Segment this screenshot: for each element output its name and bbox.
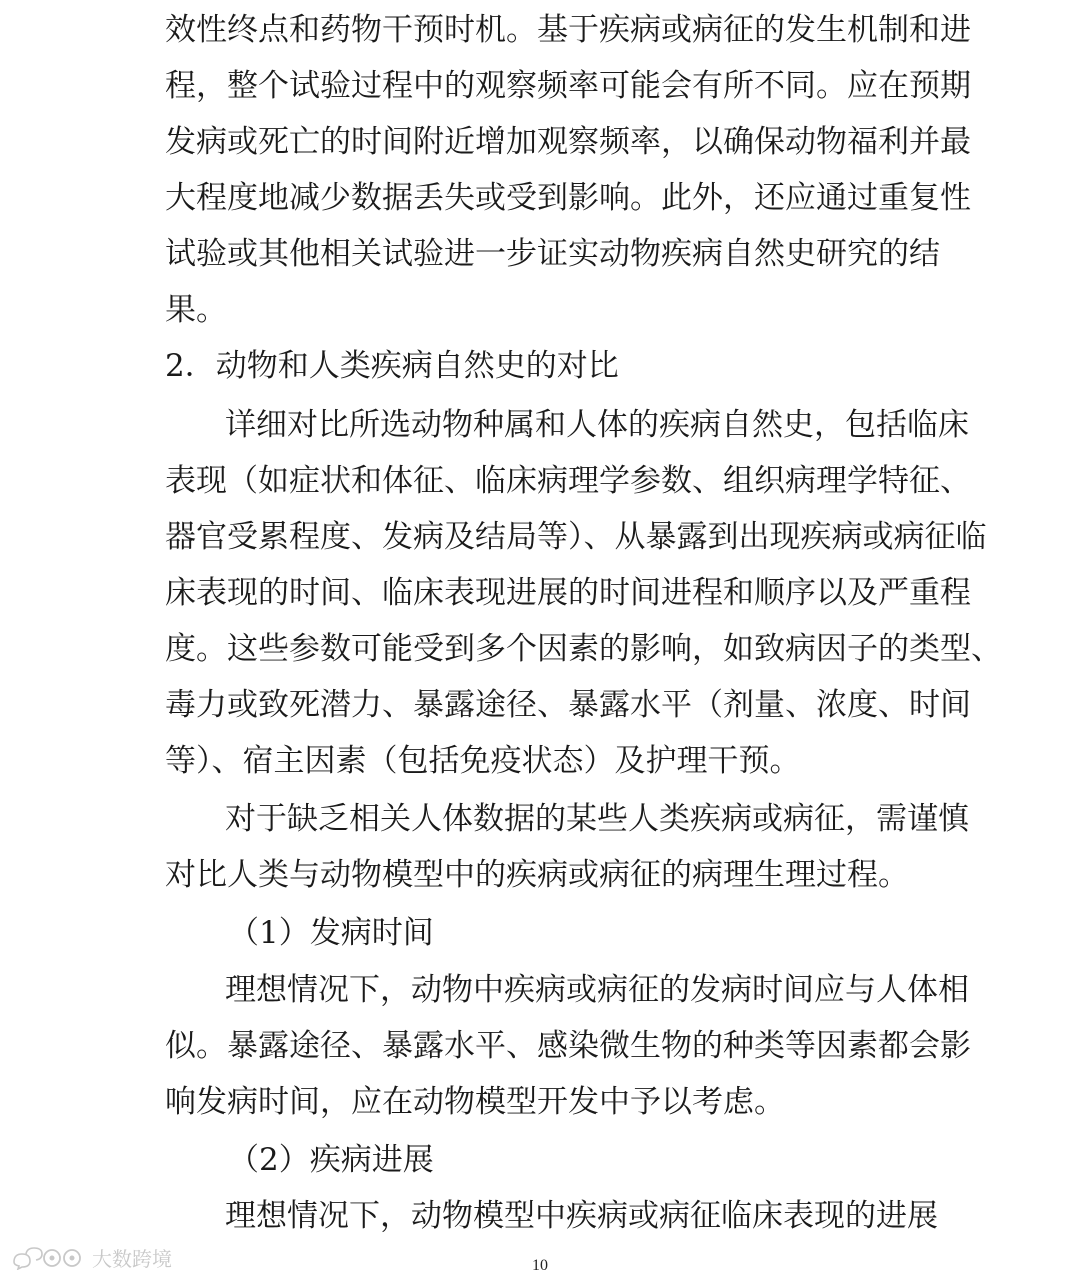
wechat-logo-icon [12,1244,86,1270]
paragraph-line: 对比人类与动物模型中的疾病或病征的病理生理过程。 [165,857,909,893]
paragraph-line: 床表现的时间、临床表现进展的时间进程和顺序以及严重程 [165,575,971,611]
paragraph-line: 效性终点和药物干预时机。基于疾病或病征的发生机制和进 [165,12,971,48]
paragraph-line: 发病或死亡的时间附近增加观察频率，以确保动物福利并最 [165,124,971,160]
paragraph-line: 试验或其他相关试验进一步证实动物疾病自然史研究的结 [165,236,940,272]
page-number: 10 [532,1257,548,1274]
paragraph-line: 等）、宿主因素（包括免疫状态）及护理干预。 [165,743,801,779]
paragraph-line: 程，整个试验过程中的观察频率可能会有所不同。应在预期 [165,68,971,104]
paragraph-line: 似。暴露途径、暴露水平、感染微生物的种类等因素都会影 [165,1028,971,1064]
section-heading: 2．动物和人类疾病自然史的对比 [165,348,619,384]
paragraph-line: 表现（如症状和体征、临床病理学参数、组织病理学特征、 [165,463,971,499]
paragraph-line: 度。这些参数可能受到多个因素的影响，如致病因子的类型、 [165,631,1002,667]
paragraph-line: 详细对比所选动物种属和人体的疾病自然史，包括临床 [225,407,969,443]
watermark-text: 大数跨境 [92,1246,172,1271]
paragraph-line: 果。 [165,292,227,328]
paragraph-line: 理想情况下，动物模型中疾病或病征临床表现的进展 [225,1198,938,1234]
paragraph-line: 大程度地减少数据丢失或受到影响。此外，还应通过重复性 [165,180,971,216]
paragraph-line: 毒力或致死潜力、暴露途径、暴露水平（剂量、浓度、时间 [165,687,971,723]
paragraph-line: 对于缺乏相关人体数据的某些人类疾病或病征，需谨慎 [225,801,969,837]
paragraph-line: 器官受累程度、发病及结局等）、从暴露到出现疾病或病征临 [165,519,987,555]
watermark [12,1242,172,1272]
paragraph-line: 响发病时间，应在动物模型开发中予以考虑。 [165,1084,785,1120]
subsection-heading: （2）疾病进展 [228,1142,434,1178]
paragraph-line: 理想情况下，动物中疾病或病征的发病时间应与人体相 [225,972,969,1008]
subsection-heading: （1）发病时间 [228,915,434,951]
